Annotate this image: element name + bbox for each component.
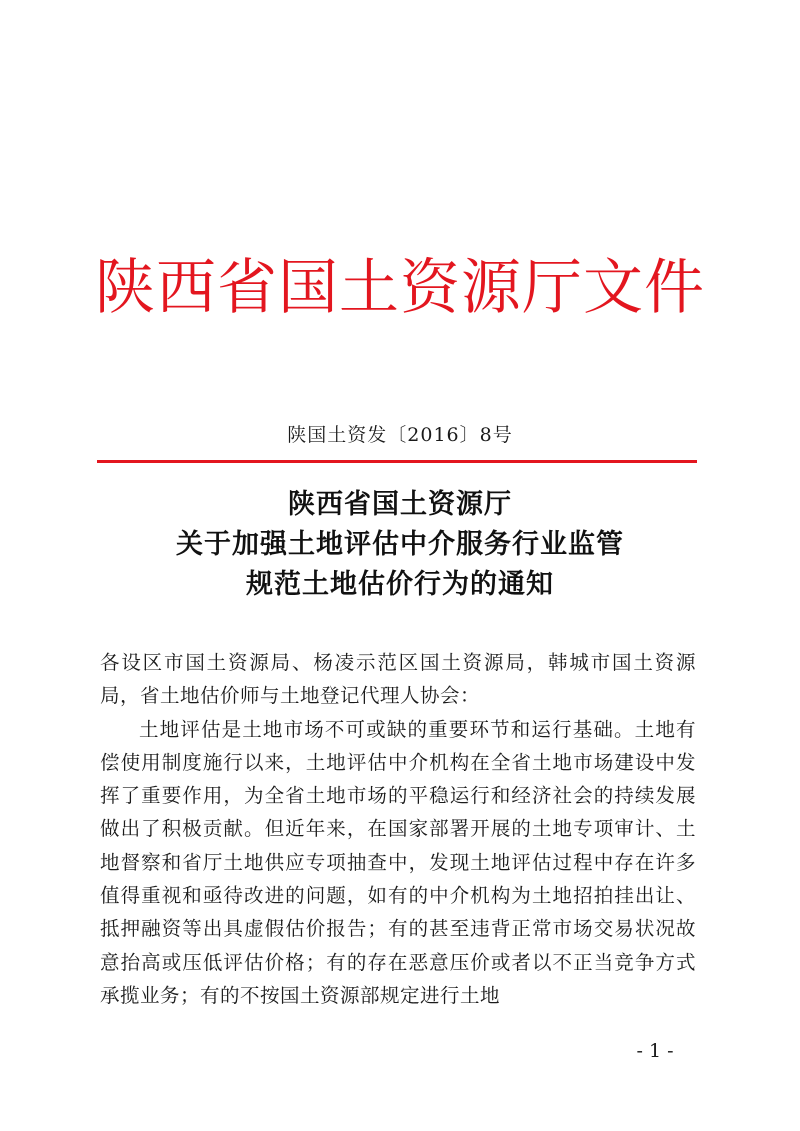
title-line-2: 关于加强土地评估中介服务行业监管 xyxy=(176,529,624,560)
salutation: 各设区市国土资源局、杨凌示范区国土资源局，韩城市国土资源局，省土地估价师与土地登记代理人协会： xyxy=(100,651,696,708)
document-title xyxy=(0,485,800,605)
body-paragraph-1: 土地评估是土地市场不可或缺的重要环节和运行基础。土地有偿使用制度施行以来，土地评估中介机构在全省土地市场建设中发挥了重要作用，为全省土地市场的平稳运行和经济社会的持续发展做出了积极贡献。但近年来，在国家部署开展的土地专项审计、土地督察和省厅土地供应专项抽查中，发现土地评估过程中存在许多值得重视和亟待改进的问题，如有的中介机构为土地招拍挂出让、抵押融资等出具虚假估价报告；有的甚至违背正常市场交易状况故意抬高或压低评估价格；有的存在恶意压价或者以不正当竞争方式承揽业务；有的不按国土资源部规定进行土地 xyxy=(100,717,696,1007)
header-red-rule xyxy=(97,460,697,463)
page-number: - 1 - xyxy=(636,1040,674,1062)
document-body xyxy=(100,646,696,1012)
document-header-title: 陕西省国土资源厅文件 xyxy=(95,253,705,323)
document-number: 陕国土资发〔2016〕8号 xyxy=(287,424,513,446)
title-line-1: 陕西省国土资源厅 xyxy=(288,489,512,520)
title-line-3: 规范土地估价行为的通知 xyxy=(246,569,554,600)
